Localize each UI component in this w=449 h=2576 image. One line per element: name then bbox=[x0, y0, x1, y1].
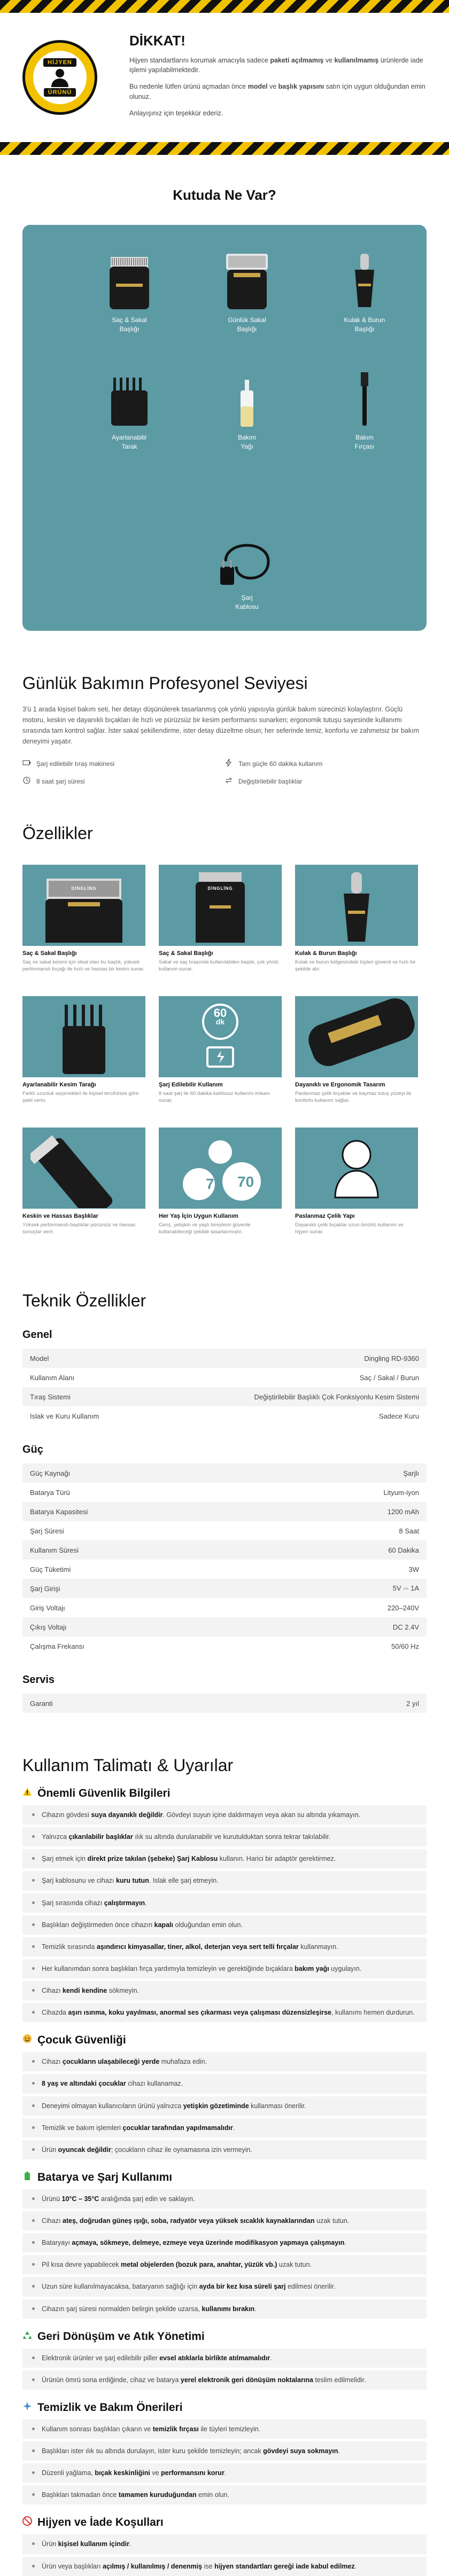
spec-group bbox=[22, 1349, 427, 1426]
usage-item: Cihazda aşırı ısınma, koku yayılması, anormal ses çıkarması veya çalışması düzensizleşirse, kullanımı hemen durdurun. bbox=[22, 2003, 427, 2022]
box-contents-title: Kutuda Ne Var? bbox=[173, 187, 276, 203]
spec-row bbox=[22, 1540, 427, 1560]
feature-card-title: Dayanıklı ve Ergonomik Tasarım bbox=[295, 1082, 385, 1088]
spec-row bbox=[22, 1617, 427, 1637]
spec-value: 5V ⎓ 1A bbox=[392, 1584, 419, 1592]
feature-card bbox=[159, 865, 282, 985]
feature-card-image bbox=[159, 996, 282, 1077]
specs-table bbox=[22, 1329, 427, 1713]
spec-value: Lityum-iyon bbox=[383, 1488, 419, 1497]
feature-card bbox=[22, 1128, 145, 1248]
spec-label: Kullanım Alanı bbox=[30, 1373, 75, 1382]
usage-section-title bbox=[22, 2516, 427, 2529]
box-item-label: Şarj Kablosu bbox=[235, 594, 259, 610]
spec-row bbox=[22, 1579, 427, 1598]
hazard-stripe-bottom bbox=[0, 142, 449, 155]
box-item-label: Günlük Sakal Başlığı bbox=[228, 316, 266, 333]
feature-card bbox=[295, 865, 418, 985]
spec-group-title: Güç bbox=[22, 1444, 43, 1455]
warning-banner bbox=[0, 13, 449, 142]
usage-item: Şarj etmek için direkt prize takılan (şebeke) Şarj Kablosu kullanın. Harici bir adaptör gerektirmez. bbox=[22, 1849, 427, 1868]
usage-item: Ürünü 10°C – 35°C aralığında şarj edin ve saklayın. bbox=[22, 2189, 427, 2209]
spec-row bbox=[22, 1521, 427, 1540]
usage-section-title bbox=[22, 2330, 427, 2343]
box-item bbox=[311, 364, 418, 451]
box-item-label: Saç & Sakal Başlığı bbox=[112, 316, 147, 333]
usage-item: Deneyimi olmayan kullanıcıların ürünü yalnızca yetişkin gözetiminde kullanması önerilir. bbox=[22, 2096, 427, 2116]
warning-title: DİKKAT! bbox=[129, 32, 185, 49]
feature-card-image bbox=[159, 865, 282, 946]
usage-item: Elektronik ürünler ve şarj edilebilir piller evsel atıklarla birlikte atılmamalıdır. bbox=[22, 2348, 427, 2368]
usage-item: Pil kısa devre yapabilecek metal objelerden (bozuk para, anahtar, yüzük vb.) uzak tutun. bbox=[22, 2255, 427, 2274]
feature-card-desc: Kulak ve burun bölgesindeki tüyleri güvenli ve hızlı bir şekilde alır. bbox=[295, 959, 416, 973]
warning-icon bbox=[22, 1787, 32, 1800]
feature-card-title: Saç & Sakal Başlığı bbox=[159, 950, 213, 957]
usage-section-title bbox=[22, 2034, 427, 2047]
usage-item: Ürünün ömrü sona erdiğinde, cihaz ve batarya yerel elektronik geri dönüşüm noktalarına teslim edilmelidir. bbox=[22, 2370, 427, 2390]
spec-group bbox=[22, 1694, 427, 1713]
spec-row bbox=[22, 1463, 427, 1483]
comb-icon bbox=[76, 364, 183, 428]
badge-top-label: HİJYEN bbox=[43, 58, 76, 67]
usage-item: Cihazı çocukların ulaşabileceği yerde muhafaza edin. bbox=[22, 2052, 427, 2071]
charging-cable-icon bbox=[193, 524, 300, 588]
usage-item: Başlıkları değiştirmeden önce cihazın kapalı olduğundan emin olun. bbox=[22, 1915, 427, 1935]
spec-value: Şarjlı bbox=[403, 1469, 419, 1477]
pro-feature-list bbox=[22, 758, 427, 786]
usage-item: Düzenli yağlama, bıçak keskinliğini ve performansını korur. bbox=[22, 2463, 427, 2483]
feature-card-desc: 8 saat şarj ile 60 dakika kablosuz kullanım imkanı sunar. bbox=[159, 1091, 270, 1104]
spec-value: 60 Dakika bbox=[388, 1546, 419, 1554]
spec-value: 2 yıl bbox=[406, 1699, 419, 1708]
spec-label: Çıkış Voltajı bbox=[30, 1623, 67, 1631]
hazard-stripe-top bbox=[0, 0, 449, 13]
usage-item: Başlıkları ister ılık su altında durulayın, ister kuru şekilde temizleyin; ancak gövdeyi suya sokmayın. bbox=[22, 2441, 427, 2461]
spec-value: Saç / Sakal / Burun bbox=[359, 1373, 419, 1382]
clock-icon bbox=[22, 776, 31, 786]
spec-value: Sadece Kuru bbox=[378, 1412, 419, 1420]
feature-card bbox=[295, 1128, 418, 1248]
usage-sections bbox=[22, 1787, 427, 2576]
usage-item: 8 yaş ve altındaki çocuklar cihazı kullanamaz. bbox=[22, 2074, 427, 2093]
feature-card bbox=[295, 996, 418, 1117]
usage-item: Şarj kablosunu ve cihazı kuru tutun. Islak elle şarj etmeyin. bbox=[22, 1871, 427, 1890]
features-grid bbox=[22, 865, 427, 1248]
usage-section-title bbox=[22, 2401, 427, 2414]
spec-label: Şarj Süresi bbox=[30, 1526, 64, 1535]
usage-section-label: Batarya ve Şarj Kullanımı bbox=[37, 2171, 173, 2183]
spec-row bbox=[22, 1502, 427, 1521]
feature-card-image bbox=[22, 865, 145, 946]
usage-item: Ürün oyuncak değildir; çocukların cihaz ile oynamasına izin vermeyin. bbox=[22, 2140, 427, 2159]
feature-item bbox=[22, 758, 224, 769]
spec-label: Giriş Voltajı bbox=[30, 1603, 65, 1612]
usage-title: Kullanım Talimatı & Uyarılar bbox=[22, 1756, 234, 1775]
box-item bbox=[311, 246, 418, 334]
usage-section-title bbox=[22, 2171, 427, 2184]
feature-card bbox=[22, 865, 145, 985]
spec-row bbox=[22, 1637, 427, 1656]
feature-card bbox=[159, 996, 282, 1117]
feature-card-image bbox=[295, 1128, 418, 1209]
spec-row bbox=[22, 1349, 427, 1368]
warning-paragraph-3: Anlayışınız için teşekkür ederiz. bbox=[129, 109, 223, 117]
feature-card-image bbox=[295, 865, 418, 946]
feature-card-title: Her Yaş İçin Uygun Kullanım bbox=[159, 1213, 238, 1219]
daily-beard-head-icon bbox=[193, 246, 300, 310]
spec-value: Değiştirilebilir Başlıklı Çok Fonksiyonlu Kesim Sistemi bbox=[254, 1392, 419, 1401]
box-item-label: Kulak & Burun Başlığı bbox=[344, 316, 385, 333]
age-70: 70 bbox=[237, 1173, 254, 1190]
spec-label: Çalışma Frekansı bbox=[30, 1642, 84, 1650]
feature-card-desc: Saç ve sakal kesimi için ideal olan bu başlık, yüksek performanslı bıçağı ile hızlı ve hassas bir kesim sunar. bbox=[22, 959, 145, 973]
feature-card-title: Şarj Edilebilir Kullanım bbox=[159, 1082, 223, 1088]
battery-icon bbox=[22, 758, 31, 769]
feature-text: Şarj edilebilir tıraş makinesi bbox=[36, 760, 115, 768]
features-title: Özellikler bbox=[22, 824, 93, 843]
oil-bottle-icon bbox=[193, 364, 300, 428]
box-item bbox=[193, 246, 300, 334]
feature-item bbox=[224, 776, 427, 786]
spec-label: Model bbox=[30, 1354, 49, 1363]
feature-item bbox=[22, 776, 224, 786]
spec-row bbox=[22, 1387, 427, 1406]
usage-section-label: Çocuk Güvenliği bbox=[37, 2034, 126, 2047]
feature-card-title: Keskin ve Hassas Başlıklar bbox=[22, 1213, 98, 1219]
spec-label: Şarj Girişi bbox=[30, 1584, 60, 1593]
usage-item: Cihazın şarj süresi normalden belirgin şekilde uzarsa, kullanımı bırakın. bbox=[22, 2299, 427, 2319]
feature-card-image bbox=[295, 996, 418, 1077]
spec-value: 220–240V bbox=[387, 1603, 419, 1612]
usage-item: Temizlik ve bakım işlemleri çocuklar tarafından yapılmamalıdır. bbox=[22, 2118, 427, 2137]
spec-row bbox=[22, 1368, 427, 1387]
warning-paragraph-1: Hijyen standartlarını korumak amacıyla sadece paketi açılmamış ve kullanılmamış ürünlerde iade işlemi yapılabilmektedir. bbox=[129, 56, 423, 74]
usage-item: Bataryayı açmaya, sökmeye, delmeye, ezmeye veya üzerinde modifikasyon yapmaya çalışmayın. bbox=[22, 2233, 427, 2252]
spec-row bbox=[22, 1406, 427, 1426]
feature-text: 8 saat şarj süresi bbox=[36, 777, 85, 785]
battery-icon bbox=[22, 2171, 32, 2184]
brand-label: DİNGLİNG bbox=[207, 886, 233, 891]
pro-title: Günlük Bakımın Profesyonel Seviyesi bbox=[22, 674, 308, 693]
usage-section-label: Hijyen ve İade Koşulları bbox=[37, 2516, 164, 2529]
feature-card-image bbox=[159, 1128, 282, 1209]
brand-label: DİNGLİNG bbox=[71, 886, 97, 891]
hygiene-badge bbox=[22, 40, 97, 115]
spec-value: 8 Saat bbox=[399, 1526, 419, 1535]
feature-card-image bbox=[22, 1128, 145, 1209]
spec-label: Kullanım Süresi bbox=[30, 1546, 79, 1554]
usage-item: Ürün veya başlıkları açılmış / kullanılmış / denenmiş ise hijyen standartları gereği iade kabul edilmez. bbox=[22, 2557, 427, 2576]
spec-group bbox=[22, 1463, 427, 1656]
spec-row bbox=[22, 1560, 427, 1579]
feature-card-desc: Paslanmaz çelik bıçaklar ve kaymaz tutuş yüzeyi ile konforlu kullanım sağlar. bbox=[295, 1091, 412, 1104]
spec-label: Batarya Kapasitesi bbox=[30, 1507, 88, 1516]
spec-value: DC 2.4V bbox=[392, 1623, 419, 1631]
specs-title: Teknik Özellikler bbox=[22, 1291, 146, 1310]
spec-group-title: Genel bbox=[22, 1329, 52, 1341]
timer-label bbox=[159, 1008, 282, 1025]
spec-value: 3W bbox=[408, 1565, 419, 1573]
age-circles bbox=[167, 1131, 274, 1205]
swap-icon bbox=[224, 776, 233, 786]
hair-beard-head-icon bbox=[76, 246, 183, 310]
spec-label: Tıraş Sistemi bbox=[30, 1392, 71, 1401]
usage-item: Her kullanımdan sonra başlıkları fırça yardımıyla temizleyin ve gerektiğinde bıçaklara bakım yağı uygulayın. bbox=[22, 1959, 427, 1978]
clean-icon bbox=[22, 2401, 32, 2414]
ear-nose-head-icon bbox=[311, 246, 418, 310]
usage-item: Ürün kişisel kullanım içindir. bbox=[22, 2534, 427, 2554]
feature-text: Değiştirilebilir başlıklar bbox=[238, 777, 303, 785]
brush-icon bbox=[311, 364, 418, 428]
feature-text: Tam güçle 60 dakika kullanım bbox=[238, 760, 323, 768]
warning-paragraph-2: Bu nedenle lütfen ürünü açmadan önce model ve başlık yapısını satın için uygun olduğundan emin olunuz. bbox=[129, 83, 425, 100]
spec-label: Garanti bbox=[30, 1699, 53, 1708]
box-item-label: Bakım Yağı bbox=[237, 434, 256, 450]
usage-item: Yalnızca çıkarılabilir başlıklar ılık su altında durulanabilir ve kurutulduktan sonra tekrar takılabilir. bbox=[22, 1827, 427, 1846]
badge-bottom-label: ÜRÜNÜ bbox=[44, 88, 76, 97]
box-item bbox=[76, 246, 183, 334]
usage-item: Cihazı ateş, doğrudan güneş ışığı, soba, radyatör veya yüksek sıcaklık kaynaklarından uzak tutun. bbox=[22, 2211, 427, 2230]
box-contents-panel bbox=[22, 225, 427, 631]
usage-section-label: Geri Dönüşüm ve Atık Yönetimi bbox=[37, 2330, 205, 2343]
feature-card bbox=[159, 1128, 282, 1248]
spec-value: 1200 mAh bbox=[387, 1507, 419, 1516]
spec-value: 50/60 Hz bbox=[391, 1642, 419, 1650]
box-item bbox=[76, 364, 183, 451]
usage-section-title bbox=[22, 1787, 427, 1800]
person-icon bbox=[48, 66, 72, 89]
usage-item: Uzun süre kullanılmayacaksa, bataryanın sağlığı için ayda bir kez kısa süreli şarj edilmesi önerilir. bbox=[22, 2277, 427, 2296]
usage-item: Cihazı kendi kendine sökmeyin. bbox=[22, 1981, 427, 2000]
timer-unit: dk bbox=[215, 1017, 225, 1026]
usage-item: Kullanım sonrası başlıkları çıkarın ve temizlik fırçası ile tüyleri temizleyin. bbox=[22, 2420, 427, 2439]
child-icon bbox=[22, 2034, 32, 2047]
feature-card-desc: Farklı uzunluk seçenekleri ile kişisel tercihinize göre şekil verin. bbox=[22, 1091, 139, 1104]
box-item bbox=[193, 524, 300, 612]
box-item-label: Ayarlanabilir Tarak bbox=[112, 434, 147, 450]
box-item-label: Bakım Fırçası bbox=[354, 434, 375, 450]
feature-card-title: Paslanmaz Çelik Yapı bbox=[295, 1213, 355, 1219]
feature-card bbox=[22, 996, 145, 1117]
spec-label: Güç Tüketimi bbox=[30, 1565, 71, 1573]
feature-card-title: Kulak & Burun Başlığı bbox=[295, 950, 357, 957]
spec-row bbox=[22, 1483, 427, 1502]
spec-label: Batarya Türü bbox=[30, 1488, 70, 1497]
spec-row bbox=[22, 1694, 427, 1713]
feature-item bbox=[224, 758, 427, 769]
spec-label: Islak ve Kuru Kullanım bbox=[30, 1412, 99, 1420]
spec-value: Dingling RD-9360 bbox=[364, 1354, 419, 1363]
pro-description: 3'ü 1 arada kişisel bakım seti, her detayı düşünülerek tasarlanmış çok yönlü yapısıyla günlük bakım sürecinizi kolaylaştırır. Güçlü motoru, keskin ve dayanıklı bıçakları ile hızlı ve pürüzsüz bir kesim performansı sunarken; ergonomik tutuşu sayesinde kullanımı sırasında tam kontrol sağlar. İster sakal şekillendirme, ister detay düzeltme olsun; her seferinde temiz, konforlu ve zahmetsiz bir bakım deneyimi yaşatır. bbox=[22, 706, 419, 745]
feature-card-desc: Genç, yetişkin ve yaşlı bireylerin güvenle kullanabileceği şekilde tasarlanmıştır. bbox=[159, 1222, 251, 1235]
feature-card-desc: Sakal ve saç tıraşında kullanılabilen başlık, çok yönlü kullanım sunar. bbox=[159, 959, 278, 973]
feature-card-desc: Dayanıklı çelik bıçaklar uzun ömürlü kullanım ve hijyen sunar. bbox=[295, 1222, 404, 1235]
no-entry-icon bbox=[22, 2516, 32, 2529]
timer-minutes: 60 bbox=[213, 1006, 227, 1020]
box-item bbox=[193, 364, 300, 451]
age-7: 7 bbox=[206, 1176, 214, 1192]
spec-label: Güç Kaynağı bbox=[30, 1469, 71, 1477]
usage-section-label: Temizlik ve Bakım Önerileri bbox=[37, 2401, 183, 2414]
recycle-icon bbox=[22, 2330, 32, 2343]
feature-card-title: Ayarlanabilir Kesim Tarağı bbox=[22, 1082, 96, 1088]
spec-group-title: Servis bbox=[22, 1674, 55, 1686]
usage-item: Temizlik sırasında aşındırıcı kimyasallar, tiner, alkol, deterjan veya sert telli fırçalar kullanmayın. bbox=[22, 1937, 427, 1956]
feature-card-image bbox=[22, 996, 145, 1077]
power-icon bbox=[224, 758, 233, 769]
usage-section-label: Önemli Güvenlik Bilgileri bbox=[37, 1787, 171, 1799]
spec-row bbox=[22, 1598, 427, 1617]
usage-item: Başlıkları takmadan önce tamamen kuruduğundan emin olun. bbox=[22, 2485, 427, 2504]
feature-card-title: Saç & Sakal Başlığı bbox=[22, 950, 77, 957]
feature-card-desc: Yüksek performanslı başlıklar pürüzsüz ve hassas sonuçlar verir. bbox=[22, 1222, 136, 1235]
usage-item: Cihazın gövdesi suya dayanıklı değildir. Gövdeyi suyun içine daldırmayın veya akan su altında yıkamayın. bbox=[22, 1805, 427, 1825]
usage-item: Şarj sırasında cihazı çalıştırmayın. bbox=[22, 1893, 427, 1913]
